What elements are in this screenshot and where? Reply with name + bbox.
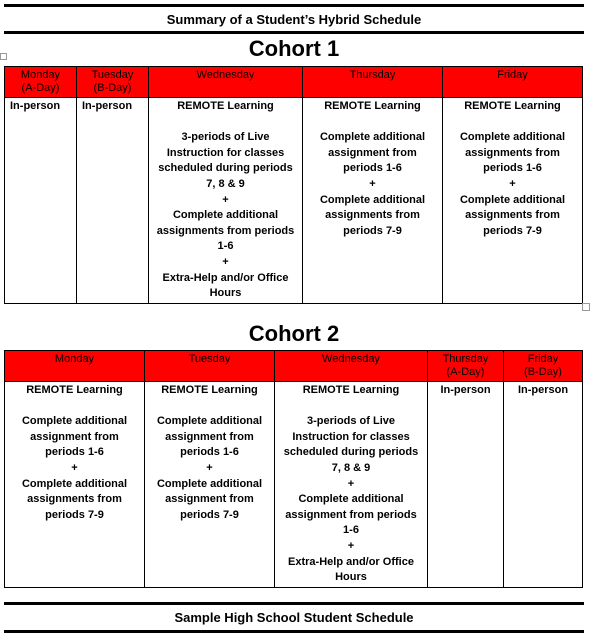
cell-text-line: Complete additional: [21, 415, 128, 428]
top-rule: [4, 4, 584, 7]
cell-text-line: scheduled during periods: [158, 162, 293, 175]
cell-text-line: assignments from: [27, 493, 122, 506]
cohort-2-cell-monday: [5, 382, 145, 588]
cell-text-line: REMOTE Learning: [324, 100, 421, 112]
cell-text-line: Complete additional: [319, 193, 426, 206]
cell-text-line: [152, 115, 299, 131]
cell-text-line: Extra-Help and/or Office: [288, 555, 414, 568]
cohort-1-body-row: [5, 98, 583, 304]
cell-text-line: 7, 8 & 9: [331, 461, 371, 474]
cohort-2-heading: Cohort 2: [248, 321, 340, 346]
cell-text-line: +: [369, 177, 376, 190]
cell-text-line: 7, 8 & 9: [206, 177, 245, 190]
document-title: Summary of a Student’s Hybrid Schedule: [166, 12, 422, 27]
cell-text-line: REMOTE Learning: [26, 384, 123, 396]
cell-text-line: Complete additional: [298, 493, 404, 506]
cell-text-line: Hours: [209, 287, 242, 300]
cell-text-line: In-person: [10, 100, 61, 112]
cohort-1-table: [4, 66, 583, 304]
cohort-2-header-thursday: Thursday (A-Day): [428, 351, 504, 382]
cell-text-line: +: [509, 177, 516, 190]
cohort-1-header-thursday: Thursday: [303, 67, 443, 98]
cell-text-line: periods 1-6: [45, 446, 104, 459]
cell-text-line: periods 1-6: [343, 162, 402, 175]
cell-text-line: In-person: [517, 384, 569, 396]
cell-text-line: Complete additional: [459, 131, 566, 144]
cell-text-line: assignments from: [465, 146, 560, 159]
cohort-2-cell-wednesday: [275, 382, 428, 588]
cell-text-line: 1-6: [217, 240, 234, 253]
cell-text-line: In-person: [82, 100, 133, 112]
cohort-2-header-monday: Monday: [5, 351, 145, 382]
cell-text-line: periods 7-9: [45, 508, 104, 521]
cohort-2-cell-friday: [504, 382, 583, 588]
cohort-1-cell-monday: [5, 98, 77, 304]
cell-text-line: [148, 399, 271, 415]
cell-text-line: Complete additional: [21, 477, 128, 490]
cell-text-line: assignments from periods: [156, 224, 295, 237]
cell-text-line: periods 1-6: [180, 446, 239, 459]
cell-text-line: Instruction for classes: [292, 430, 410, 443]
cell-text-line: +: [206, 461, 213, 474]
cell-text-line: +: [347, 477, 355, 490]
cell-text-line: 3-periods of Live: [181, 131, 270, 144]
cell-text-line: assignment from: [328, 146, 417, 159]
table-resize-handle-icon[interactable]: [582, 303, 590, 311]
cell-text-line: assignments from: [325, 209, 420, 222]
cohort-1-cell-tuesday: [77, 98, 149, 304]
cell-text-line: assignment from: [165, 493, 254, 506]
cohort-2-table: [4, 350, 583, 588]
cohort-1-heading: Cohort 1: [248, 36, 340, 61]
cell-text-line: Complete additional: [156, 415, 263, 428]
cell-text-line: assignments from: [465, 209, 560, 222]
cohort-1-header-wednesday: Wednesday: [149, 67, 303, 98]
cell-text-line: REMOTE Learning: [161, 384, 258, 396]
cell-text-line: +: [347, 539, 355, 552]
cell-text-line: REMOTE Learning: [302, 384, 400, 396]
cohort-2-header-row: [5, 351, 583, 382]
cell-text-line: +: [71, 461, 78, 474]
cell-text-line: periods 1-6: [483, 162, 542, 175]
footer-title: Sample High School Student Schedule: [174, 610, 414, 625]
cell-text-line: Complete additional: [156, 477, 263, 490]
title-underline: [4, 31, 584, 34]
cohort-1-header-row: [5, 67, 583, 98]
cell-text-line: Extra-Help and/or Office: [162, 271, 289, 284]
cell-text-line: assignment from periods: [285, 508, 417, 521]
cell-text-line: +: [222, 255, 229, 268]
cell-text-line: periods 7-9: [180, 508, 239, 521]
cell-text-line: [306, 115, 439, 131]
cell-text-line: [8, 399, 141, 415]
cohort-2-cell-thursday: [428, 382, 504, 588]
cell-text-line: scheduled during periods: [283, 446, 419, 459]
cell-text-line: In-person: [440, 384, 491, 396]
cell-text-line: assignment from: [30, 430, 119, 443]
cohort-1-cell-thursday: [303, 98, 443, 304]
cohort-2-header-wednesday: Wednesday: [275, 351, 428, 382]
cell-text-line: 1-6: [343, 524, 359, 537]
cell-text-line: Hours: [335, 571, 367, 584]
cell-text-line: 3-periods of Live: [306, 415, 396, 428]
cohort-1-header-tuesday: Tuesday (B-Day): [77, 67, 149, 98]
footer-top-rule: [4, 602, 584, 605]
cell-text-line: Complete additional: [172, 209, 279, 222]
cell-text-line: Complete additional: [319, 131, 426, 144]
cell-text-line: periods 7-9: [483, 224, 542, 237]
cell-text-line: REMOTE Learning: [464, 100, 561, 112]
cohort-1-cell-friday: [443, 98, 583, 304]
cohort-2-header-tuesday: Tuesday: [145, 351, 275, 382]
cohort-1-cell-wednesday: [149, 98, 303, 304]
cohort-2-cell-tuesday: [145, 382, 275, 588]
footer-bottom-rule: [4, 630, 584, 633]
cohort-1-header-monday: Monday (A-Day): [5, 67, 77, 98]
cohort-1-header-friday: Friday: [443, 67, 583, 98]
cohort-2-header-friday: Friday (B-Day): [504, 351, 583, 382]
cell-text-line: +: [222, 193, 229, 206]
cohort-2-body-row: [5, 382, 583, 588]
cell-text-line: Complete additional: [459, 193, 566, 206]
cell-text-line: assignment from: [165, 430, 254, 443]
cell-text-line: [446, 115, 579, 131]
cell-text-line: periods 7-9: [343, 224, 402, 237]
cell-text-line: Instruction for classes: [166, 146, 285, 159]
cell-text-line: REMOTE Learning: [177, 100, 274, 112]
cell-text-line: [278, 399, 424, 415]
